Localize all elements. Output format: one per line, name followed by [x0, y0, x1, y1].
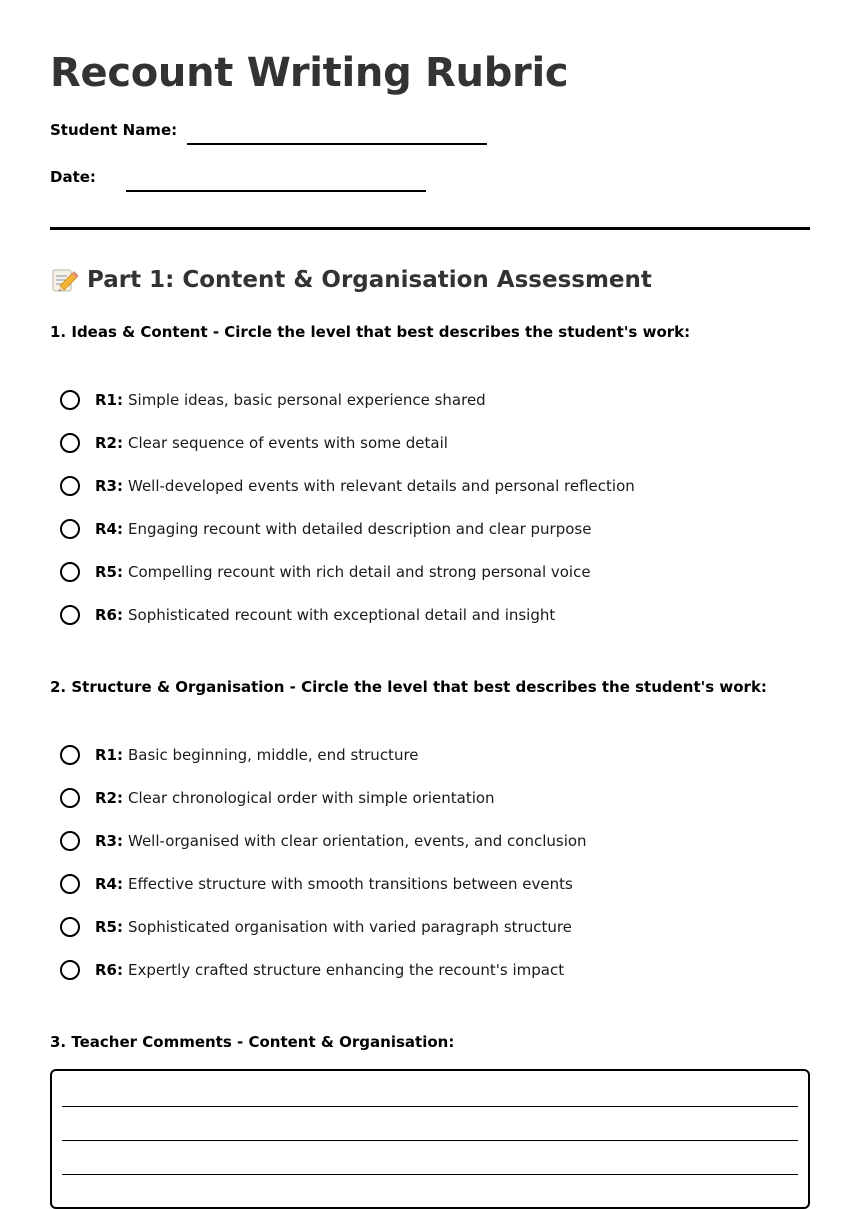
comment-line	[62, 1174, 798, 1175]
option-level-code: R6:	[95, 606, 123, 624]
header-divider	[50, 227, 810, 230]
teacher-comments-box[interactable]	[50, 1069, 810, 1209]
rubric-option-1[interactable]	[60, 387, 486, 413]
radio-circle[interactable]	[60, 874, 80, 894]
option-level-code: R4:	[95, 875, 123, 893]
radio-circle[interactable]	[60, 390, 80, 410]
date-input-line[interactable]	[126, 174, 426, 192]
rubric-option-4[interactable]	[60, 516, 591, 542]
memo-pencil-icon	[50, 266, 78, 294]
rubric-option-2[interactable]	[60, 785, 495, 811]
option-level-code: R3:	[95, 832, 123, 850]
option-level-code: R6:	[95, 961, 123, 979]
option-description: Basic beginning, middle, end structure	[128, 746, 419, 764]
date-label: Date:	[50, 168, 96, 186]
option-level-code: R1:	[95, 391, 123, 409]
radio-circle[interactable]	[60, 831, 80, 851]
rubric-option-3[interactable]	[60, 473, 635, 499]
option-level-code: R5:	[95, 563, 123, 581]
option-description: Engaging recount with detailed description and clear purpose	[128, 520, 592, 538]
rubric-option-6[interactable]	[60, 602, 555, 628]
date-field	[50, 168, 426, 186]
part1-heading-text: Part 1: Content & Organisation Assessment	[87, 267, 652, 293]
option-description: Compelling recount with rich detail and strong personal voice	[128, 563, 591, 581]
option-level-code: R2:	[95, 789, 123, 807]
comment-line	[62, 1140, 798, 1141]
question-1-label: 1. Ideas & Content - Circle the level that best describes the student's work:	[50, 323, 691, 341]
rubric-option-6[interactable]	[60, 957, 564, 983]
radio-circle[interactable]	[60, 476, 80, 496]
option-description: Sophisticated organisation with varied paragraph structure	[128, 918, 572, 936]
option-level-code: R1:	[95, 746, 123, 764]
option-description: Clear chronological order with simple orientation	[128, 789, 495, 807]
option-description: Clear sequence of events with some detail	[128, 434, 448, 452]
rubric-option-1[interactable]	[60, 742, 419, 768]
rubric-option-4[interactable]	[60, 871, 573, 897]
student-name-input-line[interactable]	[187, 127, 487, 145]
option-description: Well-organised with clear orientation, events, and conclusion	[128, 832, 587, 850]
radio-circle[interactable]	[60, 519, 80, 539]
comment-line	[62, 1106, 798, 1107]
radio-circle[interactable]	[60, 788, 80, 808]
option-level-code: R3:	[95, 477, 123, 495]
student-name-field	[50, 121, 487, 139]
question-3-label: 3. Teacher Comments - Content & Organisation:	[50, 1033, 455, 1051]
option-description: Well-developed events with relevant details and personal reflection	[128, 477, 635, 495]
option-level-code: R5:	[95, 918, 123, 936]
part1-heading	[50, 266, 652, 294]
student-name-label: Student Name:	[50, 121, 178, 139]
option-description: Sophisticated recount with exceptional detail and insight	[128, 606, 556, 624]
radio-circle[interactable]	[60, 605, 80, 625]
option-level-code: R4:	[95, 520, 123, 538]
radio-circle[interactable]	[60, 433, 80, 453]
radio-circle[interactable]	[60, 745, 80, 765]
rubric-option-2[interactable]	[60, 430, 448, 456]
question-2-label: 2. Structure & Organisation - Circle the level that best describes the student's work:	[50, 678, 767, 696]
radio-circle[interactable]	[60, 960, 80, 980]
rubric-option-5[interactable]	[60, 559, 591, 585]
radio-circle[interactable]	[60, 562, 80, 582]
option-level-code: R2:	[95, 434, 123, 452]
radio-circle[interactable]	[60, 917, 80, 937]
option-description: Expertly crafted structure enhancing the recount's impact	[128, 961, 565, 979]
option-description: Effective structure with smooth transitions between events	[128, 875, 573, 893]
page-title: Recount Writing Rubric	[50, 50, 569, 96]
option-description: Simple ideas, basic personal experience shared	[128, 391, 486, 409]
rubric-option-5[interactable]	[60, 914, 572, 940]
rubric-option-3[interactable]	[60, 828, 587, 854]
